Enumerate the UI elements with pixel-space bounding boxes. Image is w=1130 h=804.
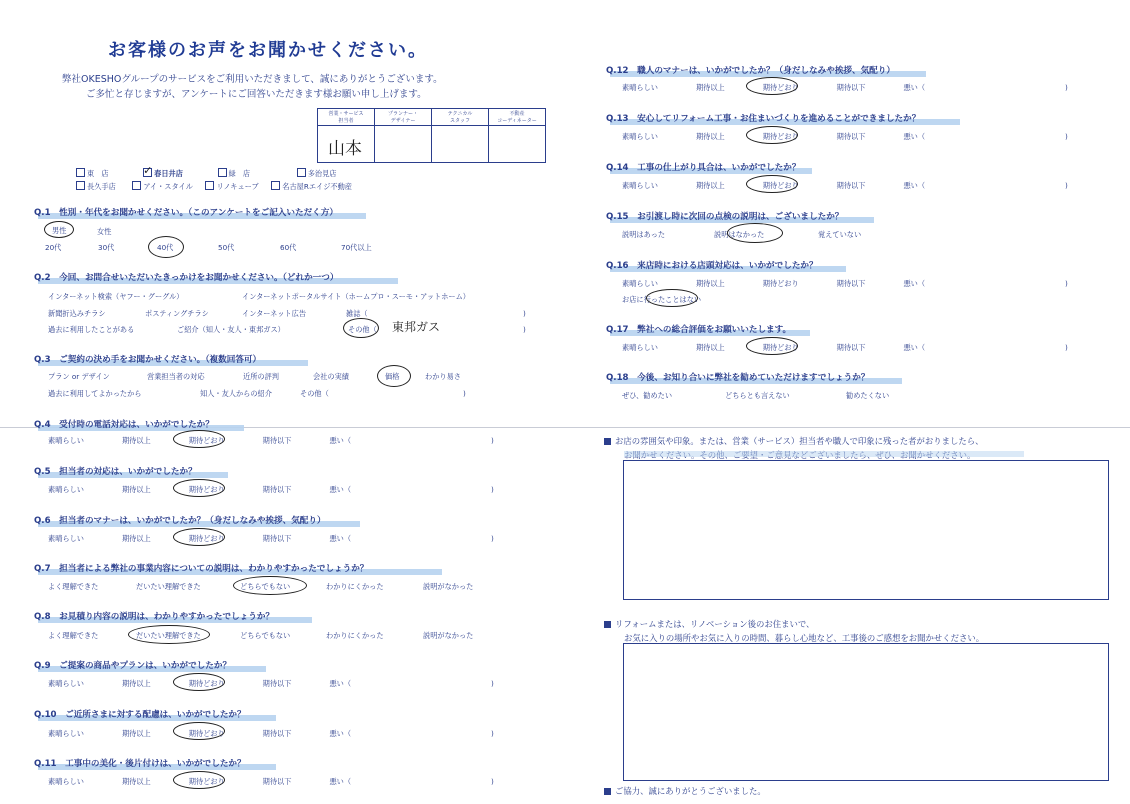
comment-1-prompt: お店の雰囲気や印象。または、営業（サービス）担当者や職人で印象に残った者がおりましたら、 <box>604 434 984 462</box>
q11-text: Q.11 工事中の美化・後片付けは、いかがでしたか？ <box>34 759 246 769</box>
handwritten-staff-name: 山本 <box>328 139 362 159</box>
q10-rating-expected[interactable]: 期待どおり <box>188 729 225 738</box>
q1-age-60s[interactable]: 60代 <box>280 243 297 252</box>
q2-internet-search[interactable]: インターネット検索（ヤフー・グーグル） <box>48 292 184 301</box>
q1-gender-male[interactable]: 男性 <box>52 226 67 235</box>
q14-rating-excellent[interactable]: 素晴らしい <box>622 181 658 190</box>
q18-option-2[interactable]: どちらとも言えない <box>725 391 790 400</box>
q8-option-4[interactable]: わかりにくかった <box>326 631 384 640</box>
q10-text: Q.10 ご近所さまに対する配慮は、いかがでしたか？ <box>34 710 246 720</box>
store-tajimi[interactable]: 多治見店 <box>297 169 337 178</box>
q9-rating-bad[interactable]: 悪い（ <box>329 679 352 688</box>
q8-option-2[interactable]: だいたい理解できた <box>136 631 201 640</box>
q4-rating-bad[interactable]: 悪い（ <box>329 436 352 445</box>
q14-text: Q.14 工事の仕上がり具合は、いかがでしたか？ <box>606 163 801 173</box>
staff-cell-planner[interactable] <box>375 126 432 163</box>
q4-rating-excellent[interactable]: 素晴らしい <box>48 436 84 445</box>
q6-rating-excellent[interactable]: 素晴らしい <box>48 534 84 543</box>
store-kasugai[interactable]: ✓ 春日井店 <box>143 164 183 178</box>
q12-rating-excellent[interactable]: 素晴らしい <box>622 83 658 92</box>
q17-ratings: 素晴らしい 期待以上 期待どおり 期待以下 悪い（ ) <box>622 343 1068 352</box>
q9-rating-below[interactable]: 期待以下 <box>262 679 292 688</box>
q4-ratings: 素晴らしい 期待以上 期待どおり 期待以下 悪い（ ) <box>48 436 494 445</box>
q3-past-use[interactable]: 過去に利用してよかったから <box>48 389 142 398</box>
q14-rating-expected[interactable]: 期待どおり <box>762 181 799 190</box>
q6-rating-bad[interactable]: 悪い（ <box>329 534 352 543</box>
q1-age-20s[interactable]: 20代 <box>45 243 62 252</box>
q3-other-close: ) <box>463 389 466 398</box>
q11-rating-expected[interactable]: 期待どおり <box>188 777 225 786</box>
q18-text: Q.18 今後、お知り合いに弊社を勧めていただけますでしょうか？ <box>606 373 870 383</box>
q7-option-2[interactable]: だいたい理解できた <box>136 582 201 591</box>
q16-rating-bad[interactable]: 悪い（ <box>903 279 926 288</box>
q13-rating-excellent[interactable]: 素晴らしい <box>622 132 658 141</box>
q2-magazine-close: ) <box>523 309 526 318</box>
comment-2-prompt: リフォームまたは、リノベーション後のお住まいで、 お気に入りの場所やお気に入りの時間、暮らし心地など、工事後のご感想をお聞かせください。 <box>604 617 984 645</box>
store-i-style[interactable]: アイ・スタイル <box>132 182 193 191</box>
q9-rating-excellent[interactable]: 素晴らしい <box>48 679 84 688</box>
q10-rating-excellent[interactable]: 素晴らしい <box>48 729 84 738</box>
comment-1-box[interactable] <box>623 460 1109 600</box>
q12-text: Q.12 職人のマナーは、いかがでしたか？（身だしなみや挨拶、気配り） <box>606 66 895 76</box>
q8-text: Q.8 お見積り内容の説明は、わかりやすかったでしょうか？ <box>34 612 275 622</box>
q5-rating-bad[interactable]: 悪い（ <box>329 485 352 494</box>
q7-option-5[interactable]: 説明がなかった <box>423 582 474 591</box>
q5-rating-expected[interactable]: 期待どおり <box>188 485 225 494</box>
q7-option-3[interactable]: どちらでもない <box>240 582 291 591</box>
q3-text: Q.3 ご契約の決め手をお聞かせください。（複数回答可） <box>34 355 262 365</box>
q5-rating-above[interactable]: 期待以上 <box>121 485 151 494</box>
q5-text: Q.5 担当者の対応は、いかがでしたか？ <box>34 467 197 477</box>
store-midori[interactable]: 緑 店 <box>218 169 251 178</box>
q11-rating-below[interactable]: 期待以下 <box>262 777 292 786</box>
q9-rating-expected[interactable]: 期待どおり <box>188 679 225 688</box>
q16-never-visited[interactable]: お店に行ったことはない <box>622 295 702 304</box>
q9-text: Q.9 ご提案の商品やプランは、いかがでしたか？ <box>34 661 232 671</box>
q8-option-1[interactable]: よく理解できた <box>48 631 99 640</box>
bullet-icon <box>604 438 611 445</box>
store-renocube[interactable]: リノキューブ <box>205 182 258 191</box>
q1-gender-female[interactable]: 女性 <box>97 227 112 236</box>
q2-handwritten-other: 東邦ガス <box>392 320 441 334</box>
q17-rating-excellent[interactable]: 素晴らしい <box>622 343 658 352</box>
q11-rating-above[interactable]: 期待以上 <box>121 777 151 786</box>
q3-sales-staff[interactable]: 営業担当者の対応 <box>147 372 205 381</box>
q14-rating-bad[interactable]: 悪い（ <box>903 181 926 190</box>
q2-newspaper-flyer[interactable]: 新聞折込みチラシ <box>48 309 106 318</box>
staff-cell-technical[interactable] <box>432 126 489 163</box>
q4-rating-below[interactable]: 期待以下 <box>262 436 292 445</box>
q3-price[interactable]: 価格 <box>385 372 400 381</box>
thanks-message: ご協力、誠にありがとうございました。 <box>604 785 766 797</box>
bullet-icon <box>604 788 611 795</box>
q6-text: Q.6 担当者のマナーは、いかがでしたか？（身だしなみや挨拶、気配り） <box>34 516 326 526</box>
q15-option-2[interactable]: 説明はなかった <box>714 230 765 239</box>
store-higashi[interactable]: 東 店 <box>76 169 109 178</box>
q17-rating-above[interactable]: 期待以上 <box>695 343 725 352</box>
q12-rating-above[interactable]: 期待以上 <box>695 83 725 92</box>
q15-text: Q.15 お引渡し時に次回の点検の説明は、ございましたか？ <box>606 212 844 222</box>
q16-rating-expected[interactable]: 期待どおり <box>762 279 799 288</box>
q5-rating-excellent[interactable]: 素晴らしい <box>48 485 84 494</box>
q5-rating-below[interactable]: 期待以下 <box>262 485 292 494</box>
q16-ratings: 素晴らしい 期待以上 期待どおり 期待以下 悪い（ ) <box>622 279 1068 288</box>
q18-option-3[interactable]: 勧めたくない <box>846 391 890 400</box>
q9-ratings: 素晴らしい 期待以上 期待どおり 期待以下 悪い（ ) <box>48 679 494 688</box>
intro-line-1: 弊社OKESHOグループのサービスをご利用いただきまして、誠にありがとうございます。 <box>62 74 443 85</box>
comment-2-box[interactable] <box>623 643 1109 781</box>
store-nagoya-r-age[interactable]: 名古屋Rエイジ不動産 <box>271 182 352 191</box>
bullet-icon <box>604 621 611 628</box>
q11-ratings: 素晴らしい 期待以上 期待どおり 期待以下 悪い（ ) <box>48 777 494 786</box>
q14-ratings: 素晴らしい 期待以上 期待どおり 期待以下 悪い（ ) <box>622 181 1068 190</box>
q15-option-1[interactable]: 説明はあった <box>622 230 666 239</box>
q4-rating-above[interactable]: 期待以上 <box>121 436 151 445</box>
q3-neighborhood[interactable]: 近所の評判 <box>243 372 279 381</box>
q1-age-70s[interactable]: 70代以上 <box>341 243 372 252</box>
store-nagakute[interactable]: 長久手店 <box>76 182 116 191</box>
q3-plan-design[interactable]: プラン or デザイン <box>48 372 110 381</box>
q3-clarity[interactable]: わかり易さ <box>425 372 461 381</box>
q6-rating-expected[interactable]: 期待どおり <box>188 534 225 543</box>
q1-age-40s[interactable]: 40代 <box>157 243 174 252</box>
q14-rating-above[interactable]: 期待以上 <box>695 181 725 190</box>
q13-rating-above[interactable]: 期待以上 <box>695 132 725 141</box>
q14-rating-below[interactable]: 期待以下 <box>836 181 866 190</box>
q16-text: Q.16 来店時における店頭対応は、いかがでしたか？ <box>606 261 818 271</box>
intro-line-2: ご多忙と存じますが、アンケートにご回答いただきます様お願い申し上げます。 <box>86 89 427 100</box>
q10-ratings: 素晴らしい 期待以上 期待どおり 期待以下 悪い（ ) <box>48 729 494 738</box>
q7-option-4[interactable]: わかりにくかった <box>326 582 384 591</box>
q13-rating-expected[interactable]: 期待どおり <box>762 132 799 141</box>
q13-text: Q.13 安心してリフォーム工事・お住まいづくりを進めることができましたか？ <box>606 114 921 124</box>
q15-option-3[interactable]: 覚えていない <box>818 230 862 239</box>
q1-age-50s[interactable]: 50代 <box>218 243 235 252</box>
q11-rating-excellent[interactable]: 素晴らしい <box>48 777 84 786</box>
staff-cell-realestate[interactable] <box>489 126 546 163</box>
q16-rating-above[interactable]: 期待以上 <box>695 279 725 288</box>
q2-internet-ad[interactable]: インターネット広告 <box>242 309 307 318</box>
q2-portal-site[interactable]: インターネットポータルサイト（ホームプロ・スーモ・アットホーム） <box>242 292 470 301</box>
q2-posting-flyer[interactable]: ポスティングチラシ <box>145 309 209 318</box>
q9-rating-above[interactable]: 期待以上 <box>121 679 151 688</box>
q13-ratings: 素晴らしい 期待以上 期待どおり 期待以下 悪い（ ) <box>622 132 1068 141</box>
q5-ratings: 素晴らしい 期待以上 期待どおり 期待以下 悪い（ ) <box>48 485 494 494</box>
staff-header-sales: 営業・サービス 担当者 <box>318 109 375 126</box>
staff-header-planner: プランナー・ デザイナー <box>375 109 432 126</box>
q12-rating-expected[interactable]: 期待どおり <box>762 83 799 92</box>
q16-rating-excellent[interactable]: 素晴らしい <box>622 279 658 288</box>
q3-other[interactable]: その他（ <box>300 389 329 398</box>
q10-rating-bad[interactable]: 悪い（ <box>329 729 352 738</box>
q7-text: Q.7 担当者による弊社の事業内容についての説明は、わかりやすかったでしょうか？ <box>34 564 369 574</box>
q18-option-1[interactable]: ぜひ、勧めたい <box>622 391 673 400</box>
q6-ratings: 素晴らしい 期待以上 期待どおり 期待以下 悪い（ ) <box>48 534 494 543</box>
q2-other[interactable]: その他（ <box>348 325 377 334</box>
q11-rating-bad[interactable]: 悪い（ <box>329 777 352 786</box>
store-options <box>76 164 352 193</box>
staff-header-technical: テクニカル スタッフ <box>432 109 489 126</box>
q2-past-user[interactable]: 過去に利用したことがある <box>48 325 135 334</box>
q2-other-close: ) <box>523 325 526 334</box>
q17-rating-below[interactable]: 期待以下 <box>836 343 866 352</box>
q10-rating-below[interactable]: 期待以下 <box>262 729 292 738</box>
q13-rating-below[interactable]: 期待以下 <box>836 132 866 141</box>
q10-rating-above[interactable]: 期待以上 <box>121 729 151 738</box>
q1-age-30s[interactable]: 30代 <box>98 243 115 252</box>
q12-rating-below[interactable]: 期待以下 <box>836 83 866 92</box>
q17-text: Q.17 弊社への総合評価をお願いいたします。 <box>606 325 792 335</box>
q7-option-1[interactable]: よく理解できた <box>48 582 99 591</box>
q6-rating-below[interactable]: 期待以下 <box>262 534 292 543</box>
q4-text: Q.4 受付時の電話対応は、いかがでしたか？ <box>34 420 214 430</box>
q8-option-5[interactable]: 説明がなかった <box>423 631 474 640</box>
q6-rating-above[interactable]: 期待以上 <box>121 534 151 543</box>
q17-rating-bad[interactable]: 悪い（ <box>903 343 926 352</box>
q2-referral[interactable]: ご紹介（知人・友人・東邦ガス） <box>177 325 285 334</box>
q1-text: Q.1 性別・年代をお聞かせください。（このアンケートをご記入いただく方） <box>34 208 338 218</box>
staff-header-realestate: 不動産 コーディネーター <box>489 109 546 126</box>
survey-title: お客様のお声をお聞かせください。 <box>108 40 428 61</box>
q2-magazine[interactable]: 雑誌（ <box>346 309 368 318</box>
q4-rating-expected[interactable]: 期待どおり <box>188 436 225 445</box>
q3-friend-referral[interactable]: 知人・友人からの紹介 <box>200 389 272 398</box>
q13-rating-bad[interactable]: 悪い（ <box>903 132 926 141</box>
q16-rating-below[interactable]: 期待以下 <box>836 279 866 288</box>
q2-text: Q.2 今回、お問合せいただいたきっかけをお聞かせください。（どれか一つ） <box>34 273 339 283</box>
q3-track-record[interactable]: 会社の実績 <box>313 372 349 381</box>
q12-rating-bad[interactable]: 悪い（ <box>903 83 926 92</box>
q17-rating-expected[interactable]: 期待どおり <box>762 343 799 352</box>
q8-option-3[interactable]: どちらでもない <box>240 631 291 640</box>
q12-ratings: 素晴らしい 期待以上 期待どおり 期待以下 悪い（ ) <box>622 83 1068 92</box>
